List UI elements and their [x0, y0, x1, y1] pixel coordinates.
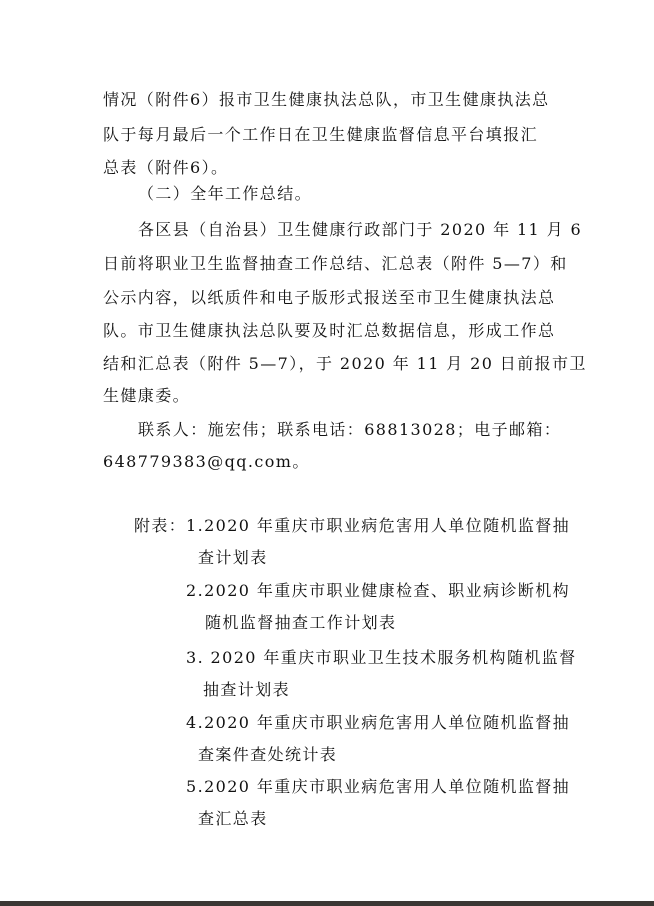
paragraph-2-line-4: 队。市卫生健康执法总队要及时汇总数据信息，形成工作总: [103, 321, 556, 340]
paragraph-2-line-5: 结和汇总表（附件 5—7），于 2020 年 11 月 20 日前报市卫: [103, 354, 587, 373]
attachment-1-line-2: 查计划表: [198, 548, 268, 567]
attachment-5-line-2: 查汇总表: [198, 809, 268, 828]
contact-email: 648779383@qq.com。: [103, 452, 310, 471]
attachment-1-line-1: 1.2020 年重庆市职业病危害用人单位随机监督抽: [186, 516, 571, 535]
attachment-2-line-1: 2.2020 年重庆市职业健康检查、职业病诊断机构: [186, 581, 571, 600]
attachment-4-line-1: 4.2020 年重庆市职业病危害用人单位随机监督抽: [186, 713, 571, 732]
section-heading: （二）全年工作总结。: [138, 184, 313, 203]
attachment-3-line-2: 抽查计划表: [203, 680, 291, 699]
attachment-3-line-1: 3. 2020 年重庆市职业卫生技术服务机构随机监督: [186, 648, 577, 667]
paragraph-1-line-1: 情况（附件6）报市卫生健康执法总队，市卫生健康执法总: [103, 90, 550, 109]
paragraph-2-line-6: 生健康委。: [103, 386, 191, 405]
attachment-5-line-1: 5.2020 年重庆市职业病危害用人单位随机监督抽: [186, 777, 571, 796]
paragraph-2-line-3: 公示内容，以纸质件和电子版形式报送至市卫生健康执法总: [103, 288, 556, 307]
contact-line-1: 联系人：施宏伟；联系电话：68813028；电子邮箱：: [138, 420, 562, 439]
attachments-label: 附表：: [134, 516, 187, 535]
paragraph-2-line-1: 各区县（自治县）卫生健康行政部门于 2020 年 11 月 6: [138, 220, 583, 239]
paragraph-1-line-2: 队于每月最后一个工作日在卫生健康监督信息平台填报汇: [103, 125, 539, 144]
attachment-2-line-2: 随机监督抽查工作计划表: [205, 613, 397, 632]
paragraph-1-line-3: 总表（附件6）。: [103, 158, 229, 177]
attachment-4-line-2: 查案件查处统计表: [198, 745, 338, 764]
bottom-edge-divider: [0, 901, 654, 906]
paragraph-2-line-2: 日前将职业卫生监督抽查工作总结、汇总表（附件 5—7）和: [103, 254, 568, 273]
